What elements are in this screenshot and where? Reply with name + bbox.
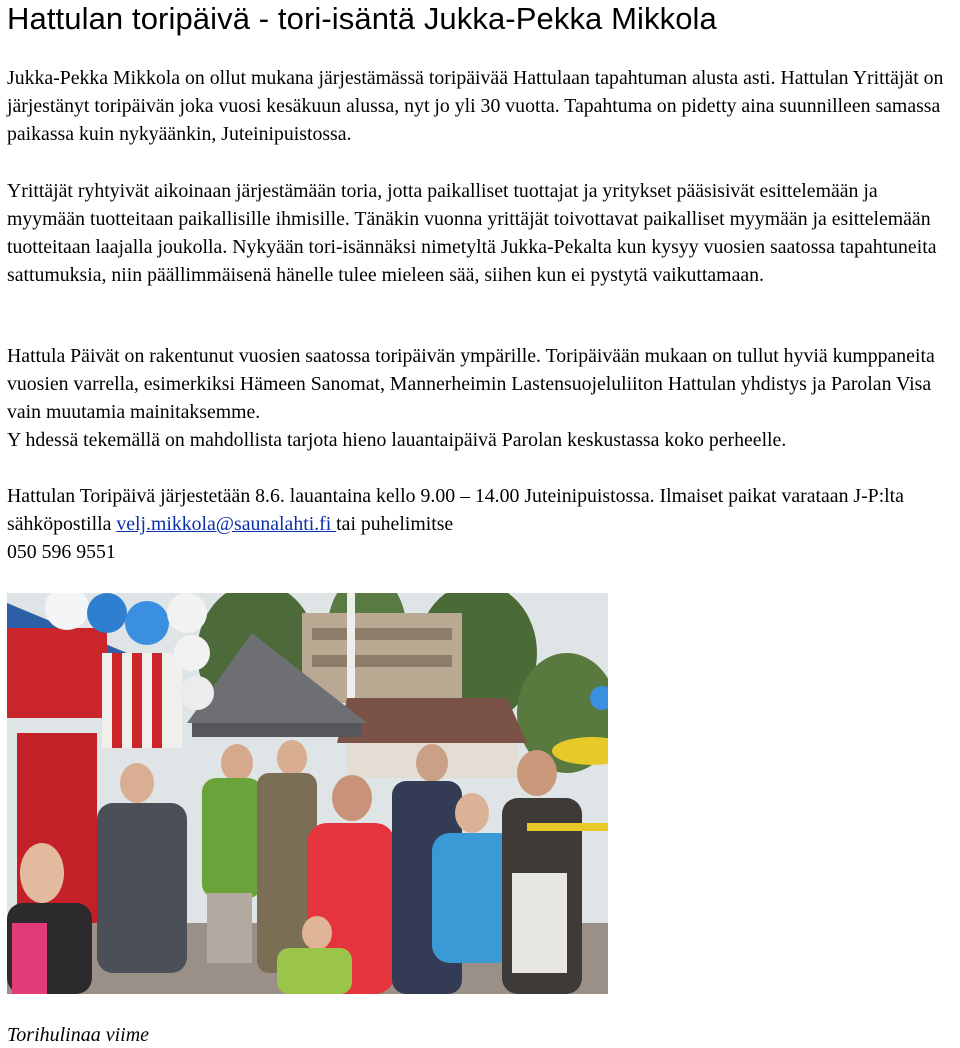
article-title: Hattulan toripäivä - tori-isäntä Jukka-Pekka Mikkola (7, 1, 717, 36)
together-text: Y hdessä tekemällä on mahdollista tarjota hieno lauantaipäivä Parolan keskustassa koko perheelle. (7, 429, 787, 451)
partners-text: Hattula Päivät on rakentunut vuosien saatossa toripäivän ympärille. Toripäivään mukaan on tullut hyviä kumppaneita vuosien varrella, esimerkiksi Hämeen Sanomat, Mannerheimin Lastensuojeluliiton Hattulan yhdistys ja Parolan Visa vain muutamia mainitaksemme. (7, 345, 935, 423)
photo-caption: Torihulinaa viime (7, 1024, 150, 1046)
paragraph-history: Yrittäjät ryhtyivät aikoinaan järjestämään toria, jotta paikalliset tuottajat ja yritykset pääsisivät esittelemään ja myymään tuotteitaan paikallisille ihmisille. Tänäkin vuonna yrittäjät toivottavat paikalliset myymään ja esittelemään tuotteitaan laajalla joukolla. Nykyään tori-isännäksi nimetyltä Jukka-Pekalta kun kysyy vuosien saatossa tapahtuneita sattumuksia, niin päällimmäisenä hänelle tulee mieleen sää, siihen kun ei pystytä vaikuttamaan. (7, 180, 937, 286)
phone-number: 050 596 9551 (7, 541, 116, 563)
event-info-text: Hattulan Toripäivä järjestetään 8.6. lauantaina kello 9.00 – 14.00 Juteinipuistossa. Ilmaiset paikat varataan J-P:lta sähköpostilla (7, 485, 904, 535)
phone-intro-text: tai puhelimitse (336, 513, 454, 535)
article (7, 0, 957, 1046)
paragraph-partners (7, 342, 957, 454)
paragraph-event-info (7, 482, 957, 566)
email-link[interactable]: velj.mikkola@saunalahti.fi (116, 513, 337, 535)
paragraph-intro: Jukka-Pekka Mikkola on ollut mukana järjestämässä toripäivää Hattulaan tapahtuman alusta asti. Hattulan Yrittäjät on järjestänyt toripäivän joka vuosi kesäkuun alussa, nyt jo yli 30 vuotta. Tapahtuma on pidetty aina suunnilleen samassa paikassa kuin nykyäänkin, Juteinipuistossa. (7, 67, 944, 145)
market-photo (7, 593, 608, 994)
